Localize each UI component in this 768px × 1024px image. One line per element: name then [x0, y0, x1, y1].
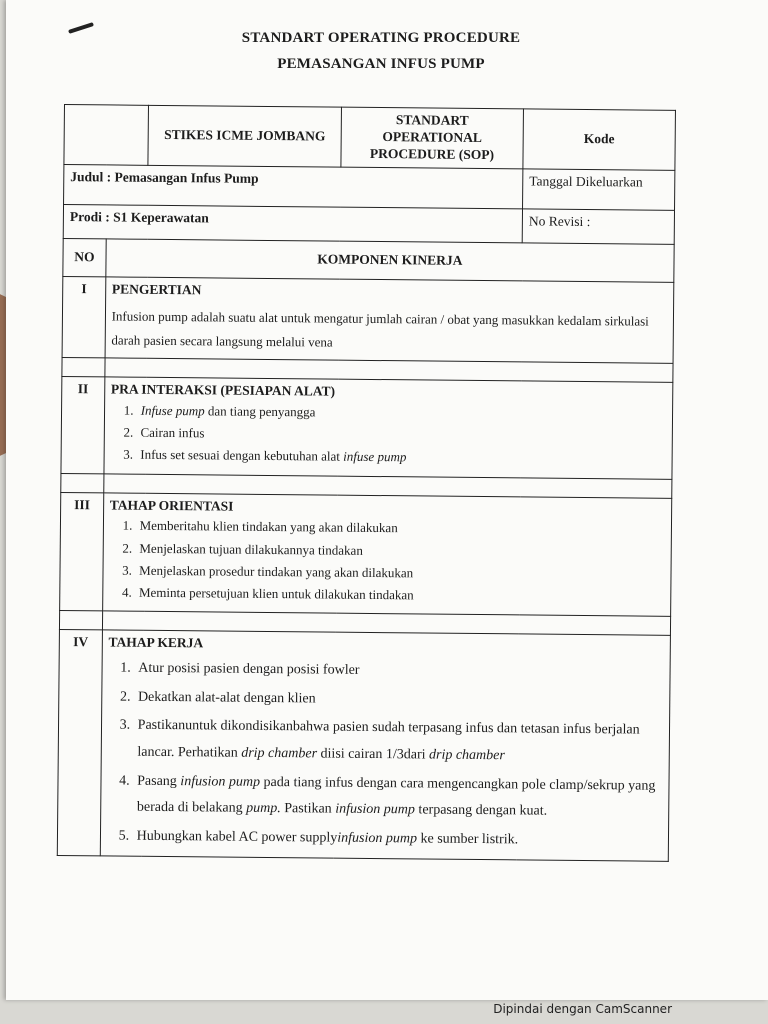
list-item — [137, 402, 666, 423]
list-item-italic: infusion pump — [337, 830, 418, 847]
list-item: 1. Atur posisi pasien dengan posisi fowler — [134, 656, 664, 688]
scanner-watermark: Dipindai dengan CamScanner — [493, 1002, 672, 1016]
section-no: I — [62, 276, 105, 358]
section-orientasi — [102, 492, 671, 616]
judul-cell — [64, 164, 523, 208]
list-item-text: Pastikan — [280, 801, 336, 817]
list-item: 2. Menjelaskan tujuan dilakukannya tindakan — [135, 540, 664, 561]
list-item-text: Pasang — [137, 773, 181, 789]
list-item — [136, 447, 665, 468]
prodi-label: Prodi — [69, 208, 103, 224]
orientasi-list — [109, 518, 665, 606]
judul-value: : Pemasangan Infus Pump — [106, 169, 259, 186]
list-item-text: pada tiang infus dengan cara mengencangkan pole clamp/sekrup yang berada di belakang — [136, 774, 656, 816]
pra-interaksi-list — [110, 402, 666, 468]
list-item: 1. Memberitahu klien tindakan yang akan dilakukan — [136, 518, 665, 539]
list-item-italic: infuse pump — [343, 448, 407, 465]
col-no-header: NO — [63, 238, 106, 276]
tanggal-label: Tanggal Dikeluarkan — [523, 169, 675, 210]
list-item — [133, 824, 663, 856]
judul-label: Judul — [70, 168, 104, 185]
scanned-page — [6, 0, 768, 1000]
list-item-text: Hubungkan kabel AC power supply — [136, 828, 338, 846]
prodi-value: : S1 Keperawatan — [105, 209, 209, 226]
list-item-italic: drip chamber — [241, 745, 318, 762]
list-item: 4. Meminta persetujuan klien untuk dilakukan tindakan — [135, 585, 664, 606]
section-no: III — [60, 492, 104, 611]
list-item-text: diisi cairan 1/3dari — [316, 746, 430, 763]
section-text: Infusion pump adalah suatu alat untuk mengatur jumlah cairan / obat yang masukkan kedalam sirkulasi darah pasien secara langsung melalui vena — [111, 307, 649, 350]
section-pengertian — [105, 277, 674, 364]
section-title: TAHAP KERJA — [108, 634, 204, 651]
sop-label: STANDART OPERATIONAL PROCEDURE (SOP) — [341, 107, 524, 168]
section-title: PRA INTERAKSI (PESIAPAN ALAT) — [110, 381, 336, 399]
spacer-cell — [62, 357, 105, 376]
prodi-cell — [63, 204, 522, 242]
list-item — [133, 713, 663, 771]
section-title: PENGERTIAN — [111, 281, 202, 297]
document-title: STANDART OPERATING PROCEDURE — [241, 30, 521, 46]
section-no: IV — [57, 630, 102, 856]
section-pra-interaksi — [104, 377, 673, 479]
sop-form — [57, 104, 676, 862]
kerja-list — [107, 656, 664, 855]
list-item-text: ke sumber listrik. — [416, 831, 519, 848]
list-item: 2. Cairan infus — [136, 425, 665, 446]
section-title: TAHAP ORIENTASI — [109, 496, 234, 514]
spacer-cell — [61, 473, 104, 492]
list-item-text: Infus set sesuai dengan kebutuhan alat — [140, 446, 344, 464]
logo-cell — [64, 105, 149, 165]
document-subtitle: PEMASANGAN INFUS PUMP — [277, 56, 485, 72]
list-item-italic: pump. — [246, 801, 281, 817]
list-item: 2. Dekatkan alat-alat dengan klien — [134, 685, 664, 717]
list-item — [133, 768, 663, 826]
list-item-italic: infusion pump — [335, 801, 416, 818]
list-item-text: dan tiang penyangga — [204, 403, 316, 420]
sop-table — [57, 104, 676, 862]
section-no: II — [61, 376, 105, 473]
list-item-italic: Infuse pump — [140, 402, 205, 419]
revisi-label: No Revisi : — [522, 209, 674, 244]
spacer-cell — [59, 611, 102, 630]
col-komponen-header: KOMPONEN KINERJA — [106, 239, 675, 282]
list-item-text: Pastikanuntuk dikondisikanbahwa pasien sudah terpasang infus dan tetasan infus berjalan lancar. Perhatikan — [137, 718, 640, 761]
institution-name: STIKES ICME JOMBANG — [148, 105, 341, 166]
list-item-text: terpasang dengan kuat. — [414, 802, 548, 819]
list-item-italic: infusion pump — [180, 773, 261, 790]
list-item-italic: drip chamber — [428, 747, 505, 764]
section-kerja — [100, 630, 670, 861]
kode-label: Kode — [523, 109, 676, 170]
list-item: 3. Menjelaskan prosedur tindakan yang akan dilakukan — [135, 563, 664, 584]
